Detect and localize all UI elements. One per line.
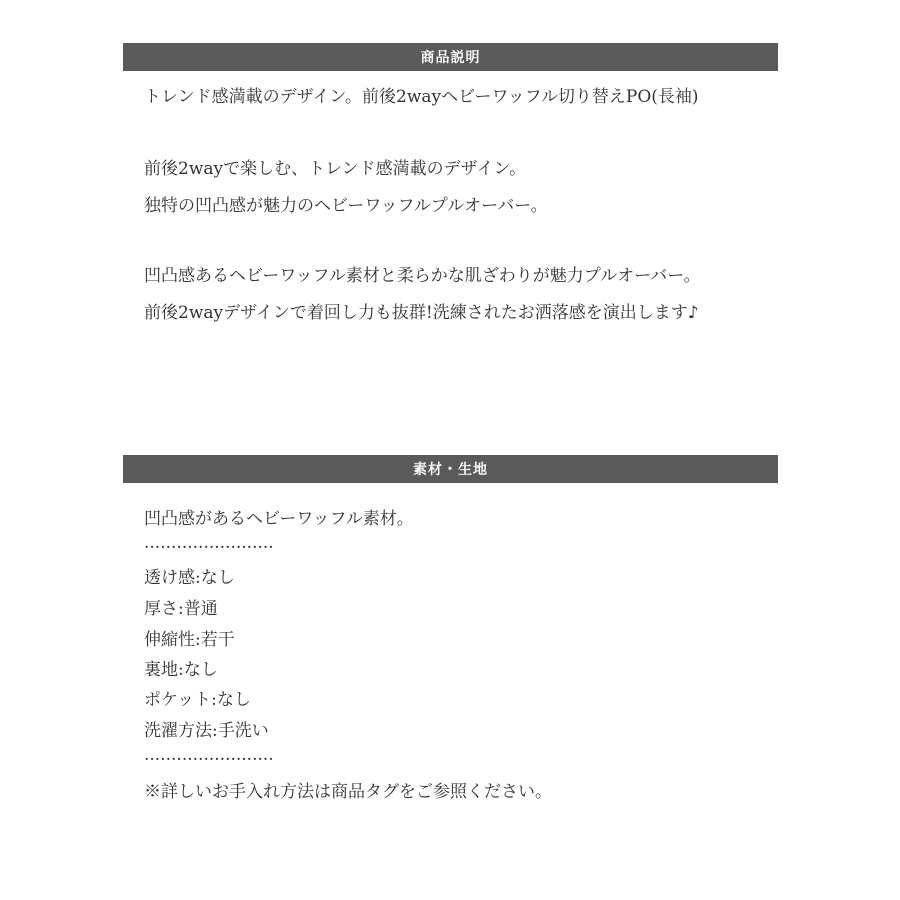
material-intro: 凹凸感があるヘビーワッフル素材。 [144, 509, 414, 529]
dotted-separator-top: ........................ [144, 533, 274, 553]
description-section-header: 商品説明 [123, 43, 778, 71]
description-line-2: 独特の凹凸感が魅力のヘビーワッフルプルオーバー。 [144, 196, 548, 216]
description-line-4: 前後2wayデザインで着回し力も抜群!洗練されたお洒落感を演出します♪ [144, 303, 699, 323]
description-line-3: 凹凸感あるヘビーワッフル素材と柔らかな肌ざわりが魅力プルオーバー。 [144, 266, 701, 286]
care-note: ※詳しいお手入れ方法は商品タグをご参照ください。 [144, 782, 552, 802]
spec-lining: 裏地:なし [144, 660, 218, 680]
description-title-line: トレンド感満載のデザイン。前後2wayヘビーワッフル切り替えPO(長袖) [144, 87, 699, 107]
spec-washing: 洗濯方法:手洗い [144, 721, 269, 741]
description-line-1: 前後2wayで楽しむ、トレンド感満載のデザイン。 [144, 159, 527, 179]
dotted-separator-bottom: ........................ [144, 745, 274, 765]
material-section-header: 素材・生地 [123, 455, 778, 483]
spec-thickness: 厚さ:普通 [144, 599, 218, 619]
spec-transparency: 透け感:なし [144, 568, 235, 588]
spec-pocket: ポケット:なし [144, 690, 251, 710]
spec-stretch: 伸縮性:若干 [144, 630, 235, 650]
